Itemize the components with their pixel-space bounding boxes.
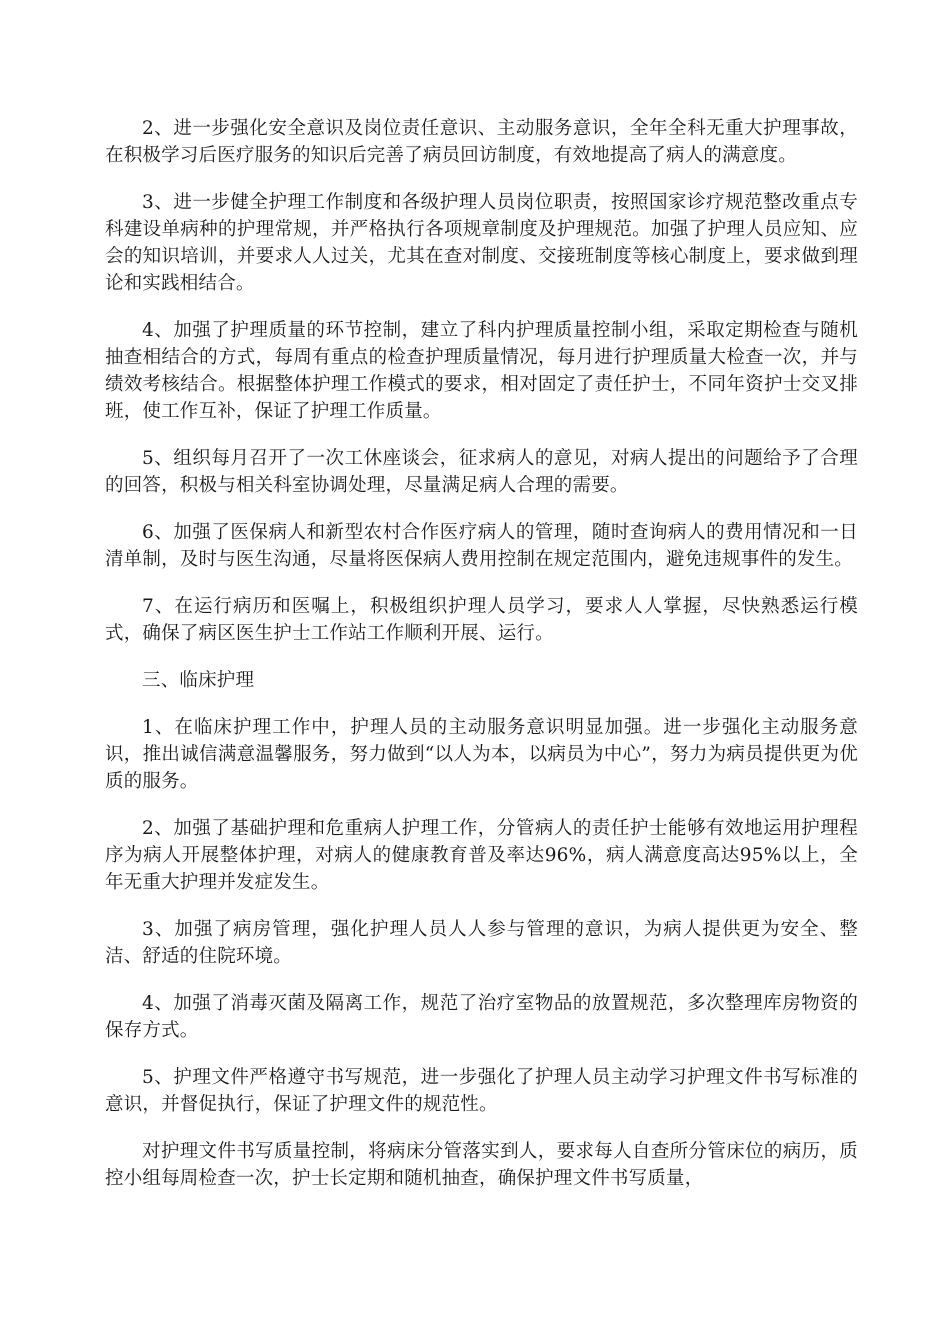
paragraph-nursing-system: 3、进一步健全护理工作制度和各级护理人员岗位职责，按照国家诊疗规范整改重点专科建设单病种的护理常规，并严格执行各项规章制度及护理规范。加强了护理人员应知、应会的知识培训，并要求人人过关，尤其在查对制度、交接班制度等核心制度上，要求做到理论和实践相结合。 bbox=[105, 192, 858, 294]
paragraph-safety-awareness: 2、进一步强化安全意识及岗位责任意识、主动服务意识，全年全科无重大护理事故，在积极学习后医疗服务的知识后完善了病员回访制度，有效地提高了病人的满意度。 bbox=[105, 118, 858, 166]
paragraph-service-awareness: 1、在临床护理工作中，护理人员的主动服务意识明显加强。进一步强化主动服务意识，推出诚信满意温馨服务，努力做到“以人为本，以病员为中心”，努力为病员提供更为优质的服务。 bbox=[105, 717, 858, 792]
paragraph-nursing-documents: 5、护理文件严格遵守书写规范，进一步强化了护理人员主动学习护理文件书写标准的意识，并督促执行，保证了护理文件的规范性。 bbox=[105, 1067, 858, 1115]
paragraph-basic-nursing: 2、加强了基础护理和危重病人护理工作，分管病人的责任护士能够有效地运用护理程序为病人开展整体护理，对病人的健康教育普及率达96%，病人满意度高达95%以上，全年无重大护理并发症发生。 bbox=[105, 818, 858, 893]
paragraph-medical-records: 7、在运行病历和医嘱上，积极组织护理人员学习，要求人人掌握，尽快熟悉运行模式，确保了病区医生护士工作站工作顺利开展、运行。 bbox=[105, 596, 858, 644]
paragraph-medical-insurance: 6、加强了医保病人和新型农村合作医疗病人的管理，随时查询病人的费用情况和一日清单制，及时与医生沟通，尽量将医保病人费用控制在规定范围内，避免违规事件的发生。 bbox=[105, 522, 858, 570]
section-heading-clinical-nursing: 三、临床护理 bbox=[142, 670, 255, 691]
paragraph-quality-control: 4、加强了护理质量的环节控制，建立了科内护理质量控制小组，采取定期检查与随机抽查相结合的方式，每周有重点的检查护理质量情况，每月进行护理质量大检查一次，并与绩效考核结合。根据整体护理工作模式的要求，相对固定了责任护士，不同年资护士交叉排班，使工作互补，保证了护理工作质量。 bbox=[105, 320, 858, 422]
paragraph-disinfection: 4、加强了消毒灭菌及隔离工作，规范了治疗室物品的放置规范，多次整理库房物资的保存方式。 bbox=[105, 993, 858, 1041]
paragraph-ward-management: 3、加强了病房管理，强化护理人员人人参与管理的意识，为病人提供更为安全、整洁、舒适的住院环境。 bbox=[105, 919, 858, 967]
paragraph-document-quality: 对护理文件书写质量控制，将病床分管落实到人，要求每人自查所分管床位的病历，质控小组每周检查一次，护士长定期和随机抽查，确保护理文件书写质量， bbox=[105, 1141, 858, 1189]
paragraph-patient-symposium: 5、组织每月召开了一次工休座谈会，征求病人的意见，对病人提出的问题给予了合理的回答，积极与相关科室协调处理，尽量满足病人合理的需要。 bbox=[105, 448, 858, 496]
